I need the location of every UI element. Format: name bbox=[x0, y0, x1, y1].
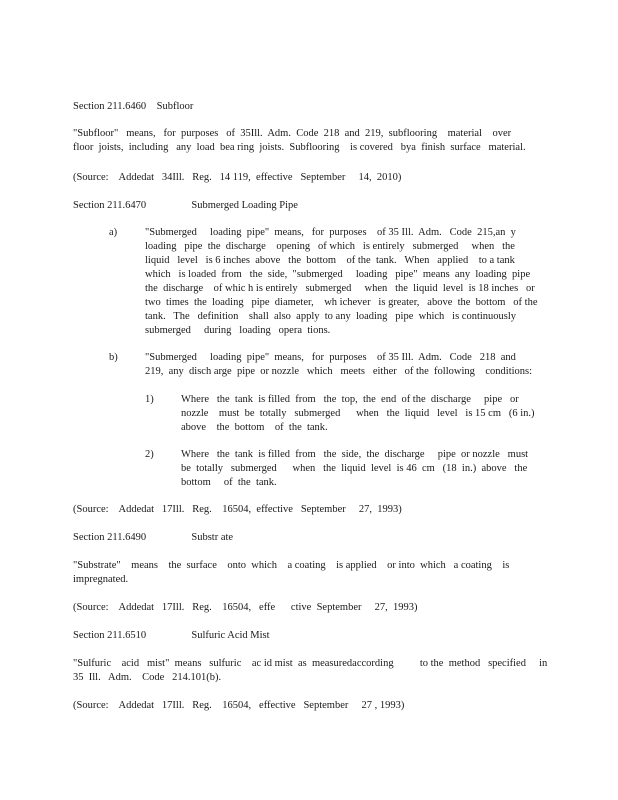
list-item-label: a) bbox=[109, 227, 118, 238]
paragraph-line: "Submerged loading pipe" means, for purposes of 35 Ill. Adm. Code 218 and bbox=[145, 352, 516, 363]
source-text: (Source: Addedat 17Ill. Reg. 16504, effective September 27, 1993) bbox=[73, 504, 402, 515]
sub-item-label: 2) bbox=[145, 449, 154, 460]
sub-item-label: 1) bbox=[145, 394, 154, 405]
paragraph-line: "Subfloor" means, for purposes of 35Ill. Adm. Code 218 and 219, subflooring material over bbox=[73, 128, 512, 139]
paragraph-line: be totally submerged when the liquid level is 46 cm (18 in.) above the bbox=[181, 463, 528, 474]
paragraph-line: submerged during loading opera tions. bbox=[145, 325, 331, 336]
paragraph-line: Where the tank is filled from the side, the discharge pipe or nozzle must bbox=[181, 449, 529, 460]
section-heading bbox=[73, 629, 543, 643]
definition-paragraph bbox=[73, 559, 543, 587]
section-heading bbox=[73, 100, 543, 114]
paragraph-line: loading pipe the discharge opening of which is entirely submerged when the bbox=[145, 241, 515, 252]
section-number: Section 211.6470 bbox=[73, 200, 147, 211]
paragraph-line: impregnated. bbox=[73, 574, 129, 585]
source-note bbox=[73, 699, 543, 713]
section-number: Section 211.6510 bbox=[73, 630, 147, 641]
source-text: (Source: Addedat 34Ill. Reg. 14 119, effective September 14, 2010) bbox=[73, 172, 402, 183]
section-number: Section 211.6490 bbox=[73, 532, 147, 543]
definition-paragraph bbox=[73, 657, 548, 685]
paragraph-line: "Sulfuric acid mist" means sulfuric ac id mist as measuredaccording to the method specified in bbox=[73, 658, 548, 669]
section-title: Sulfuric Acid Mist bbox=[191, 630, 270, 641]
paragraph-line: which is loaded from the side, "submerged loading pipe" means any loading pipe bbox=[145, 269, 531, 280]
sub-item-body bbox=[181, 448, 541, 490]
section-title: Substr ate bbox=[191, 532, 234, 543]
paragraph-line: 35 Ill. Adm. Code 214.101(b). bbox=[73, 672, 222, 683]
paragraph-line: bottom of the tank. bbox=[181, 477, 277, 488]
section-title: Subfloor bbox=[156, 101, 194, 112]
list-item-body bbox=[145, 226, 545, 338]
paragraph-line: nozzle must be totally submerged when the liquid level is 15 cm (6 in.) bbox=[181, 408, 535, 419]
list-item-label: b) bbox=[109, 352, 118, 363]
source-note bbox=[73, 171, 543, 185]
paragraph-line: tank. The definition shall also apply to any loading pipe which is continuously bbox=[145, 311, 517, 322]
sub-item-body bbox=[181, 393, 541, 435]
source-note bbox=[73, 503, 543, 517]
source-text: (Source: Addedat 17Ill. Reg. 16504, effective September 27 , 1993) bbox=[73, 700, 405, 711]
paragraph-line: above the bottom of the tank. bbox=[181, 422, 328, 433]
section-heading bbox=[73, 199, 543, 213]
definition-paragraph bbox=[73, 127, 543, 155]
paragraph-line: Where the tank is filled from the top, the end of the discharge pipe or bbox=[181, 394, 519, 405]
source-text: (Source: Addedat 17Ill. Reg. 16504, effe ctive September 27, 1993) bbox=[73, 602, 418, 613]
paragraph-line: two times the loading pipe diameter, wh ichever is greater, above the bottom of the bbox=[145, 297, 538, 308]
paragraph-line: 219, any disch arge pipe or nozzle which meets either of the following conditions: bbox=[145, 366, 533, 377]
section-number: Section 211.6460 bbox=[73, 101, 147, 112]
paragraph-line: "Substrate" means the surface onto which a coating is applied or into which a coating is bbox=[73, 560, 510, 571]
paragraph-line: the discharge of whic h is entirely submerged when the liquid level is 18 inches or bbox=[145, 283, 535, 294]
paragraph-line: "Submerged loading pipe" means, for purposes of 35 Ill. Adm. Code 215,an y bbox=[145, 227, 516, 238]
source-note bbox=[73, 601, 543, 615]
paragraph-line: floor joists, including any load bea ring joists. Subflooring is covered bya finish surface material. bbox=[73, 142, 526, 153]
section-title: Submerged Loading Pipe bbox=[191, 200, 298, 211]
section-heading bbox=[73, 531, 543, 545]
list-item-body bbox=[145, 351, 545, 379]
paragraph-line: liquid level is 6 inches above the bottom of the tank. When applied to a tank bbox=[145, 255, 515, 266]
